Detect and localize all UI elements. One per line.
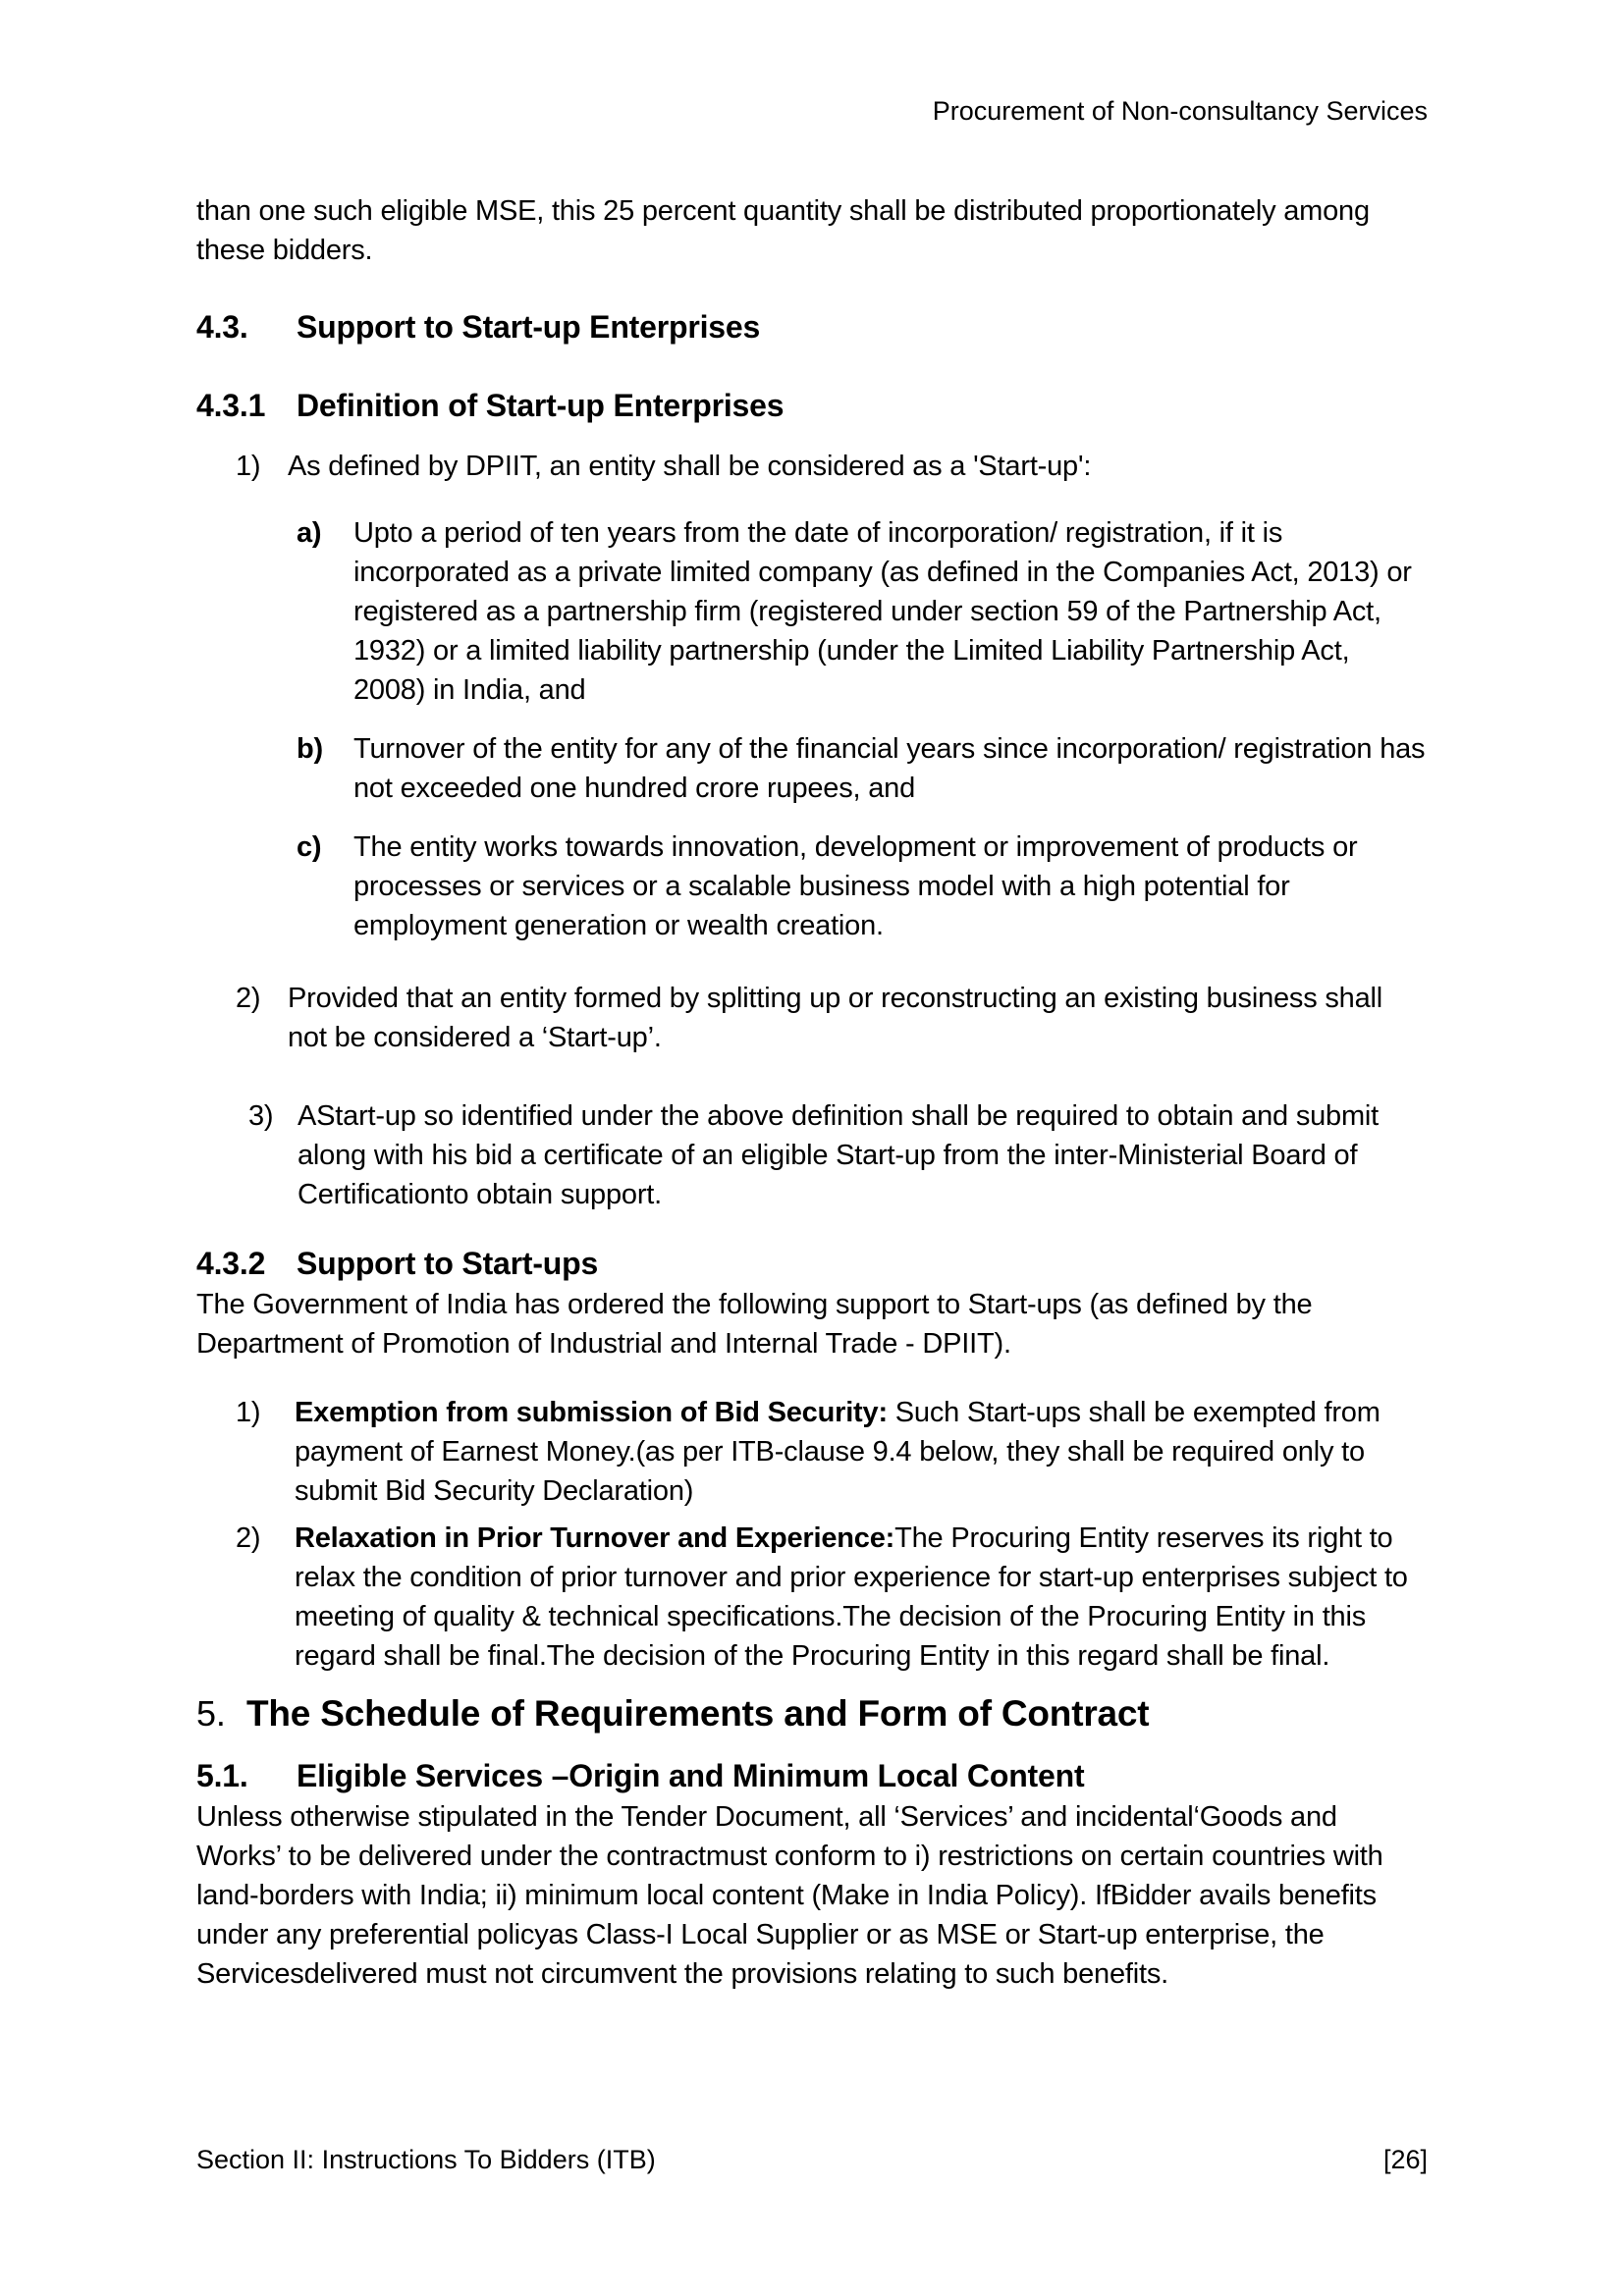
footer-section-label: Section II: Instructions To Bidders (ITB) <box>196 2145 656 2174</box>
footer-page-number: [26] <box>1382 2145 1428 2174</box>
heading-4-3-title: Support to Start-up Enterprises <box>297 309 761 345</box>
list-item-3-text: AStart-up so identified under the above definition shall be required to obtain and submit along with his bid a certificate of an eligible Start-up from the inter-Ministerial Board of Certificationto obtain support. <box>298 1100 1380 1210</box>
sublist-item-b <box>196 729 1428 808</box>
heading-4-3-2-number: 4.3.2 <box>196 1246 266 1281</box>
support-item-2 <box>196 1519 1428 1676</box>
heading-5 <box>196 1689 1428 1738</box>
support-item-2-text: The Procuring Entity reserves its right to relax the condition of prior turnover and prior experience for start-up enterprises subject to meeting of quality & technical specifications.The decision of the Procuring Entity in this regard shall be final.The decision of the Procuring Entity in this regard shall be final. <box>295 1522 1408 1672</box>
list-item-2-marker: 2) <box>236 983 261 1014</box>
list-item-1 <box>196 447 1428 486</box>
list-item-2-text: Provided that an entity formed by splitting up or reconstructing an existing business shall not be considered a ‘Start-up’. <box>288 983 1383 1053</box>
support-item-1 <box>196 1393 1428 1511</box>
list-item-3-marker: 3) <box>248 1100 274 1132</box>
support-item-1-marker: 1) <box>236 1397 261 1428</box>
sublist-item-b-marker: b) <box>297 733 323 765</box>
heading-4-3-2-title: Support to Start-ups <box>297 1246 599 1281</box>
support-item-1-lead: Exemption from submission of Bid Security: <box>295 1397 888 1428</box>
page-footer <box>196 2143 1428 2176</box>
sublist-abc <box>196 513 1428 945</box>
list-item-1-text: As defined by DPIIT, an entity shall be considered as a 'Start-up': <box>288 451 1092 482</box>
sublist-item-a-text: Upto a period of ten years from the date of incorporation/ registration, if it is incorporated as a private limited company (as defined in the Companies Act, 2013) or registered as a partnership firm (registered under section 59 of the Partnership Act, 1932) or a limited liability partnership (under the Limited Liability Partnership Act, 2008) in India, and <box>353 517 1412 706</box>
heading-4-3-1 <box>196 384 1428 427</box>
list-item-3 <box>196 1096 1428 1214</box>
heading-4-3-2 <box>196 1242 1428 1285</box>
heading-4-3 <box>196 305 1428 348</box>
sublist-item-b-text: Turnover of the entity for any of the financial years since incorporation/ registration has not exceeded one hundred crore rupees, and <box>353 733 1426 804</box>
heading-4-3-1-title: Definition of Start-up Enterprises <box>297 388 785 423</box>
support-item-2-marker: 2) <box>236 1522 261 1554</box>
heading-5-1-title: Eligible Services –Origin and Minimum Local Content <box>297 1758 1085 1793</box>
intro-paragraph: than one such eligible MSE, this 25 percent quantity shall be distributed proportionately among these bidders. <box>196 195 1370 266</box>
support-item-2-lead: Relaxation in Prior Turnover and Experience: <box>295 1522 895 1554</box>
list-item-1-marker: 1) <box>236 451 261 482</box>
heading-5-1-number: 5.1. <box>196 1758 248 1793</box>
sublist-item-c-text: The entity works towards innovation, development or improvement of products or processes or services or a scalable business model with a high potential for employment generation or wealth creation. <box>353 831 1358 941</box>
heading-4-3-1-number: 4.3.1 <box>196 388 266 423</box>
support-item-1-text: Such Start-ups shall be exempted from payment of Earnest Money.(as per ITB-clause 9.4 below, they shall be required only to submit Bid Security Declaration) <box>295 1397 1380 1507</box>
support-list <box>196 1393 1428 1676</box>
paragraph-4-3-2: The Government of India has ordered the following support to Start-ups (as defined by the Department of Promotion of Industrial and Internal Trade - DPIIT). <box>196 1289 1313 1360</box>
page-content <box>196 191 1428 1994</box>
sublist-item-c <box>196 828 1428 945</box>
sublist-item-c-marker: c) <box>297 831 322 863</box>
heading-5-title: The Schedule of Requirements and Form of Contract <box>246 1693 1150 1734</box>
list-item-2 <box>196 979 1428 1057</box>
heading-4-3-number: 4.3. <box>196 309 248 345</box>
heading-5-number: 5. <box>196 1693 226 1734</box>
paragraph-5-1: Unless otherwise stipulated in the Tender Document, all ‘Services’ and incidental‘Goods and Works’ to be delivered under the contractmust conform to i) restrictions on certain countries with land-borders with India; ii) minimum local content (Make in India Policy). IfBidder avails benefits under any preferential policyas Class-I Local Supplier or as MSE or Start-up enterprise, the Servicesdelivered must not circumvent the provisions relating to such benefits. <box>196 1801 1383 1990</box>
sublist-item-a-marker: a) <box>297 517 322 549</box>
sublist-item-a <box>196 513 1428 710</box>
heading-5-1 <box>196 1754 1428 1797</box>
running-header: Procurement of Non-consultancy Services <box>932 96 1428 126</box>
